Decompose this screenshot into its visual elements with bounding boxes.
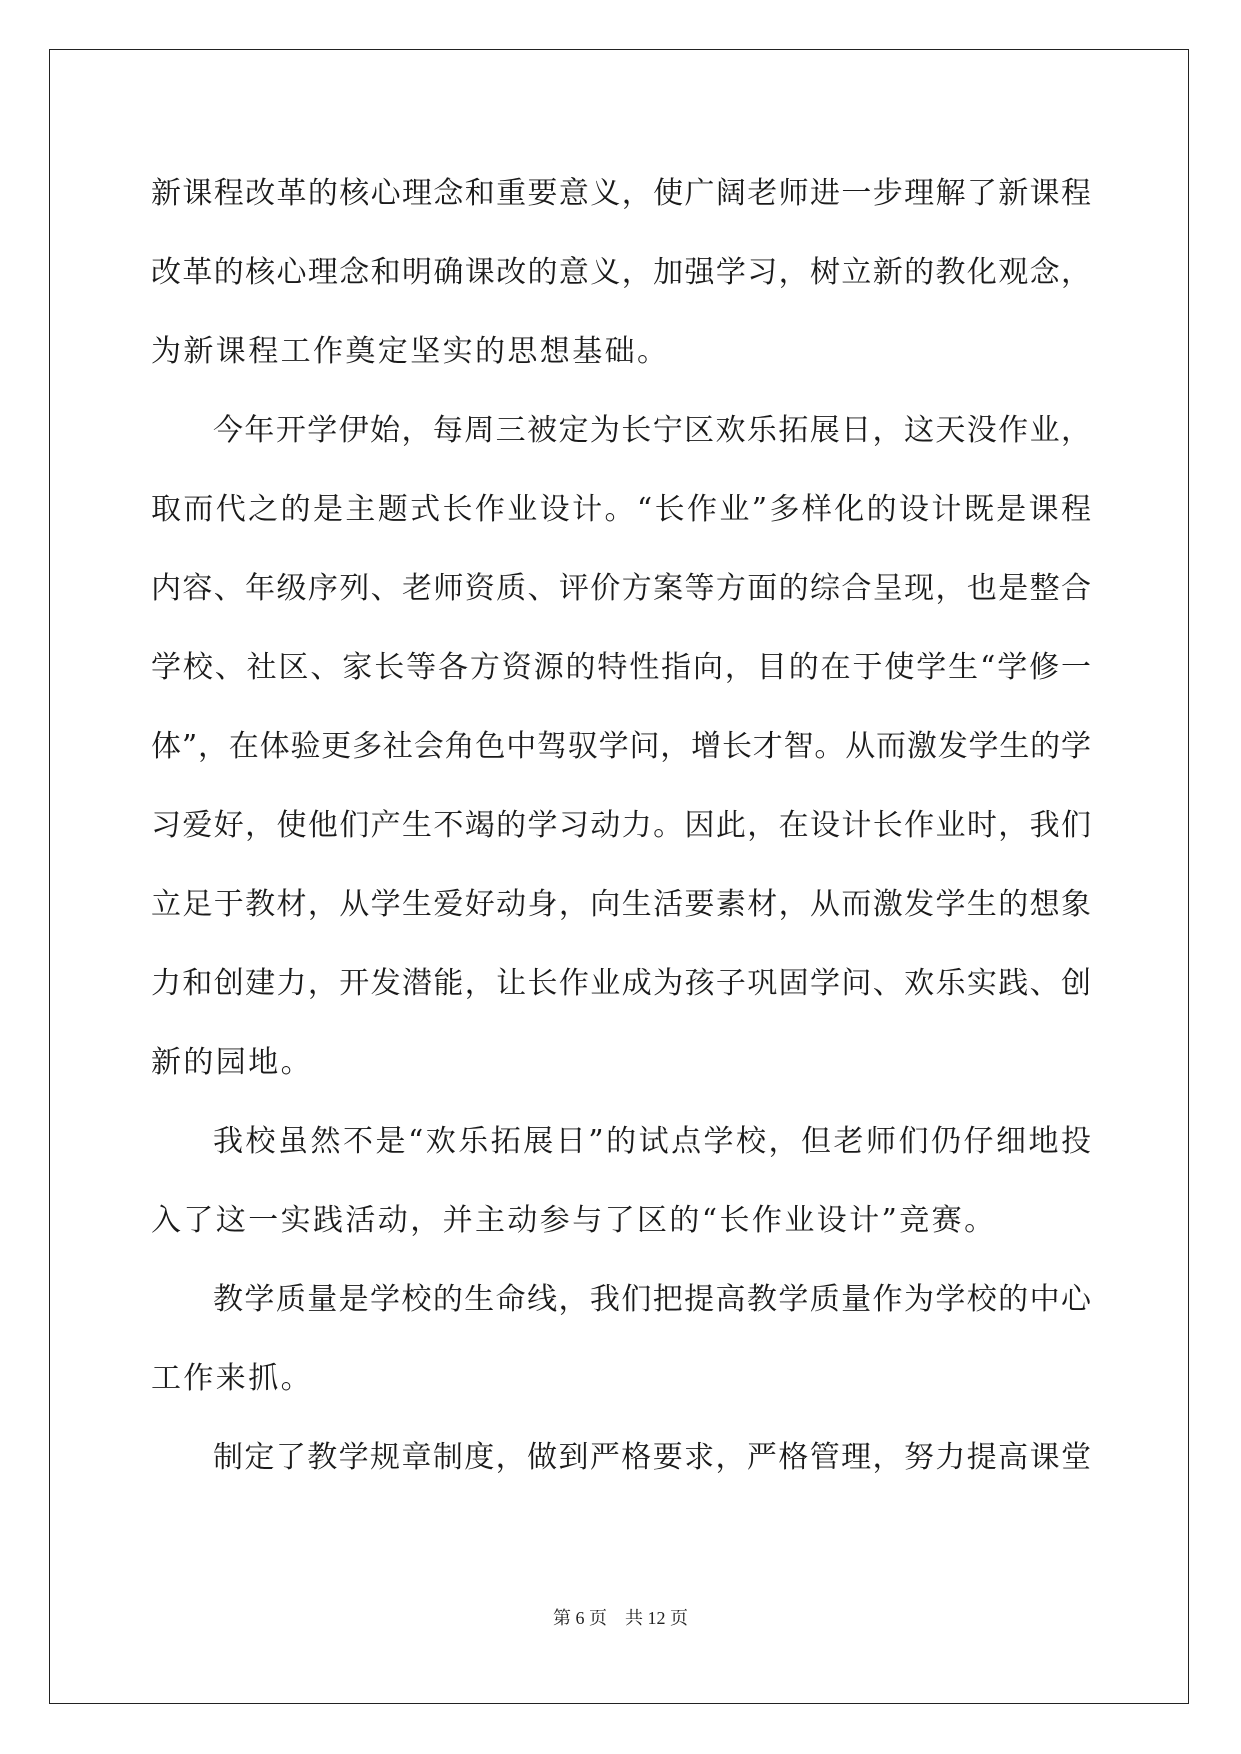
document-body [151, 154, 1091, 1497]
text-line: 今年开学伊始，每周三被定为长宁区欢乐拓展日，这天没作业， [213, 413, 1091, 448]
text-line: 体”，在体验更多社会角色中驾驭学问，增长才智。从而激发学生的学 [151, 729, 1091, 764]
text-line: 新课程改革的核心理念和重要意义，使广阔老师进一步理解了新课程 [151, 176, 1091, 211]
text-line: 制定了教学规章制度，做到严格要求，严格管理，努力提高课堂 [213, 1440, 1091, 1475]
text-line: 习爱好，使他们产生不竭的学习动力。因此，在设计长作业时，我们 [151, 808, 1091, 843]
text-line: 教学质量是学校的生命线，我们把提高教学质量作为学校的中心 [213, 1282, 1091, 1317]
text-line: 改革的核心理念和明确课改的意义，加强学习，树立新的教化观念， [151, 255, 1091, 290]
text-line: 内容、年级序列、老师资质、评价方案等方面的综合呈现，也是整合 [151, 571, 1091, 606]
text-line: 工作来抓。 [151, 1361, 313, 1396]
text-line: 我校虽然不是“欢乐拓展日”的试点学校，但老师们仍仔细地投 [213, 1124, 1091, 1159]
text-line: 立足于教材，从学生爱好动身，向生活要素材，从而激发学生的想象 [151, 887, 1091, 922]
text-line: 入了这一实践活动，并主动参与了区的“长作业设计”竞赛。 [151, 1203, 997, 1238]
page-number: 第 6 页 共 12 页 [553, 1608, 688, 1628]
text-line: 新的园地。 [151, 1045, 313, 1080]
text-line: 学校、社区、家长等各方资源的特性指向，目的在于使学生“学修一 [151, 650, 1091, 685]
text-line: 为新课程工作奠定坚实的思想基础。 [151, 334, 670, 369]
text-line: 力和创建力，开发潜能，让长作业成为孩子巩固学问、欢乐实践、创 [151, 966, 1091, 1001]
text-line: 取而代之的是主题式长作业设计。“长作业”多样化的设计既是课程 [151, 492, 1091, 527]
